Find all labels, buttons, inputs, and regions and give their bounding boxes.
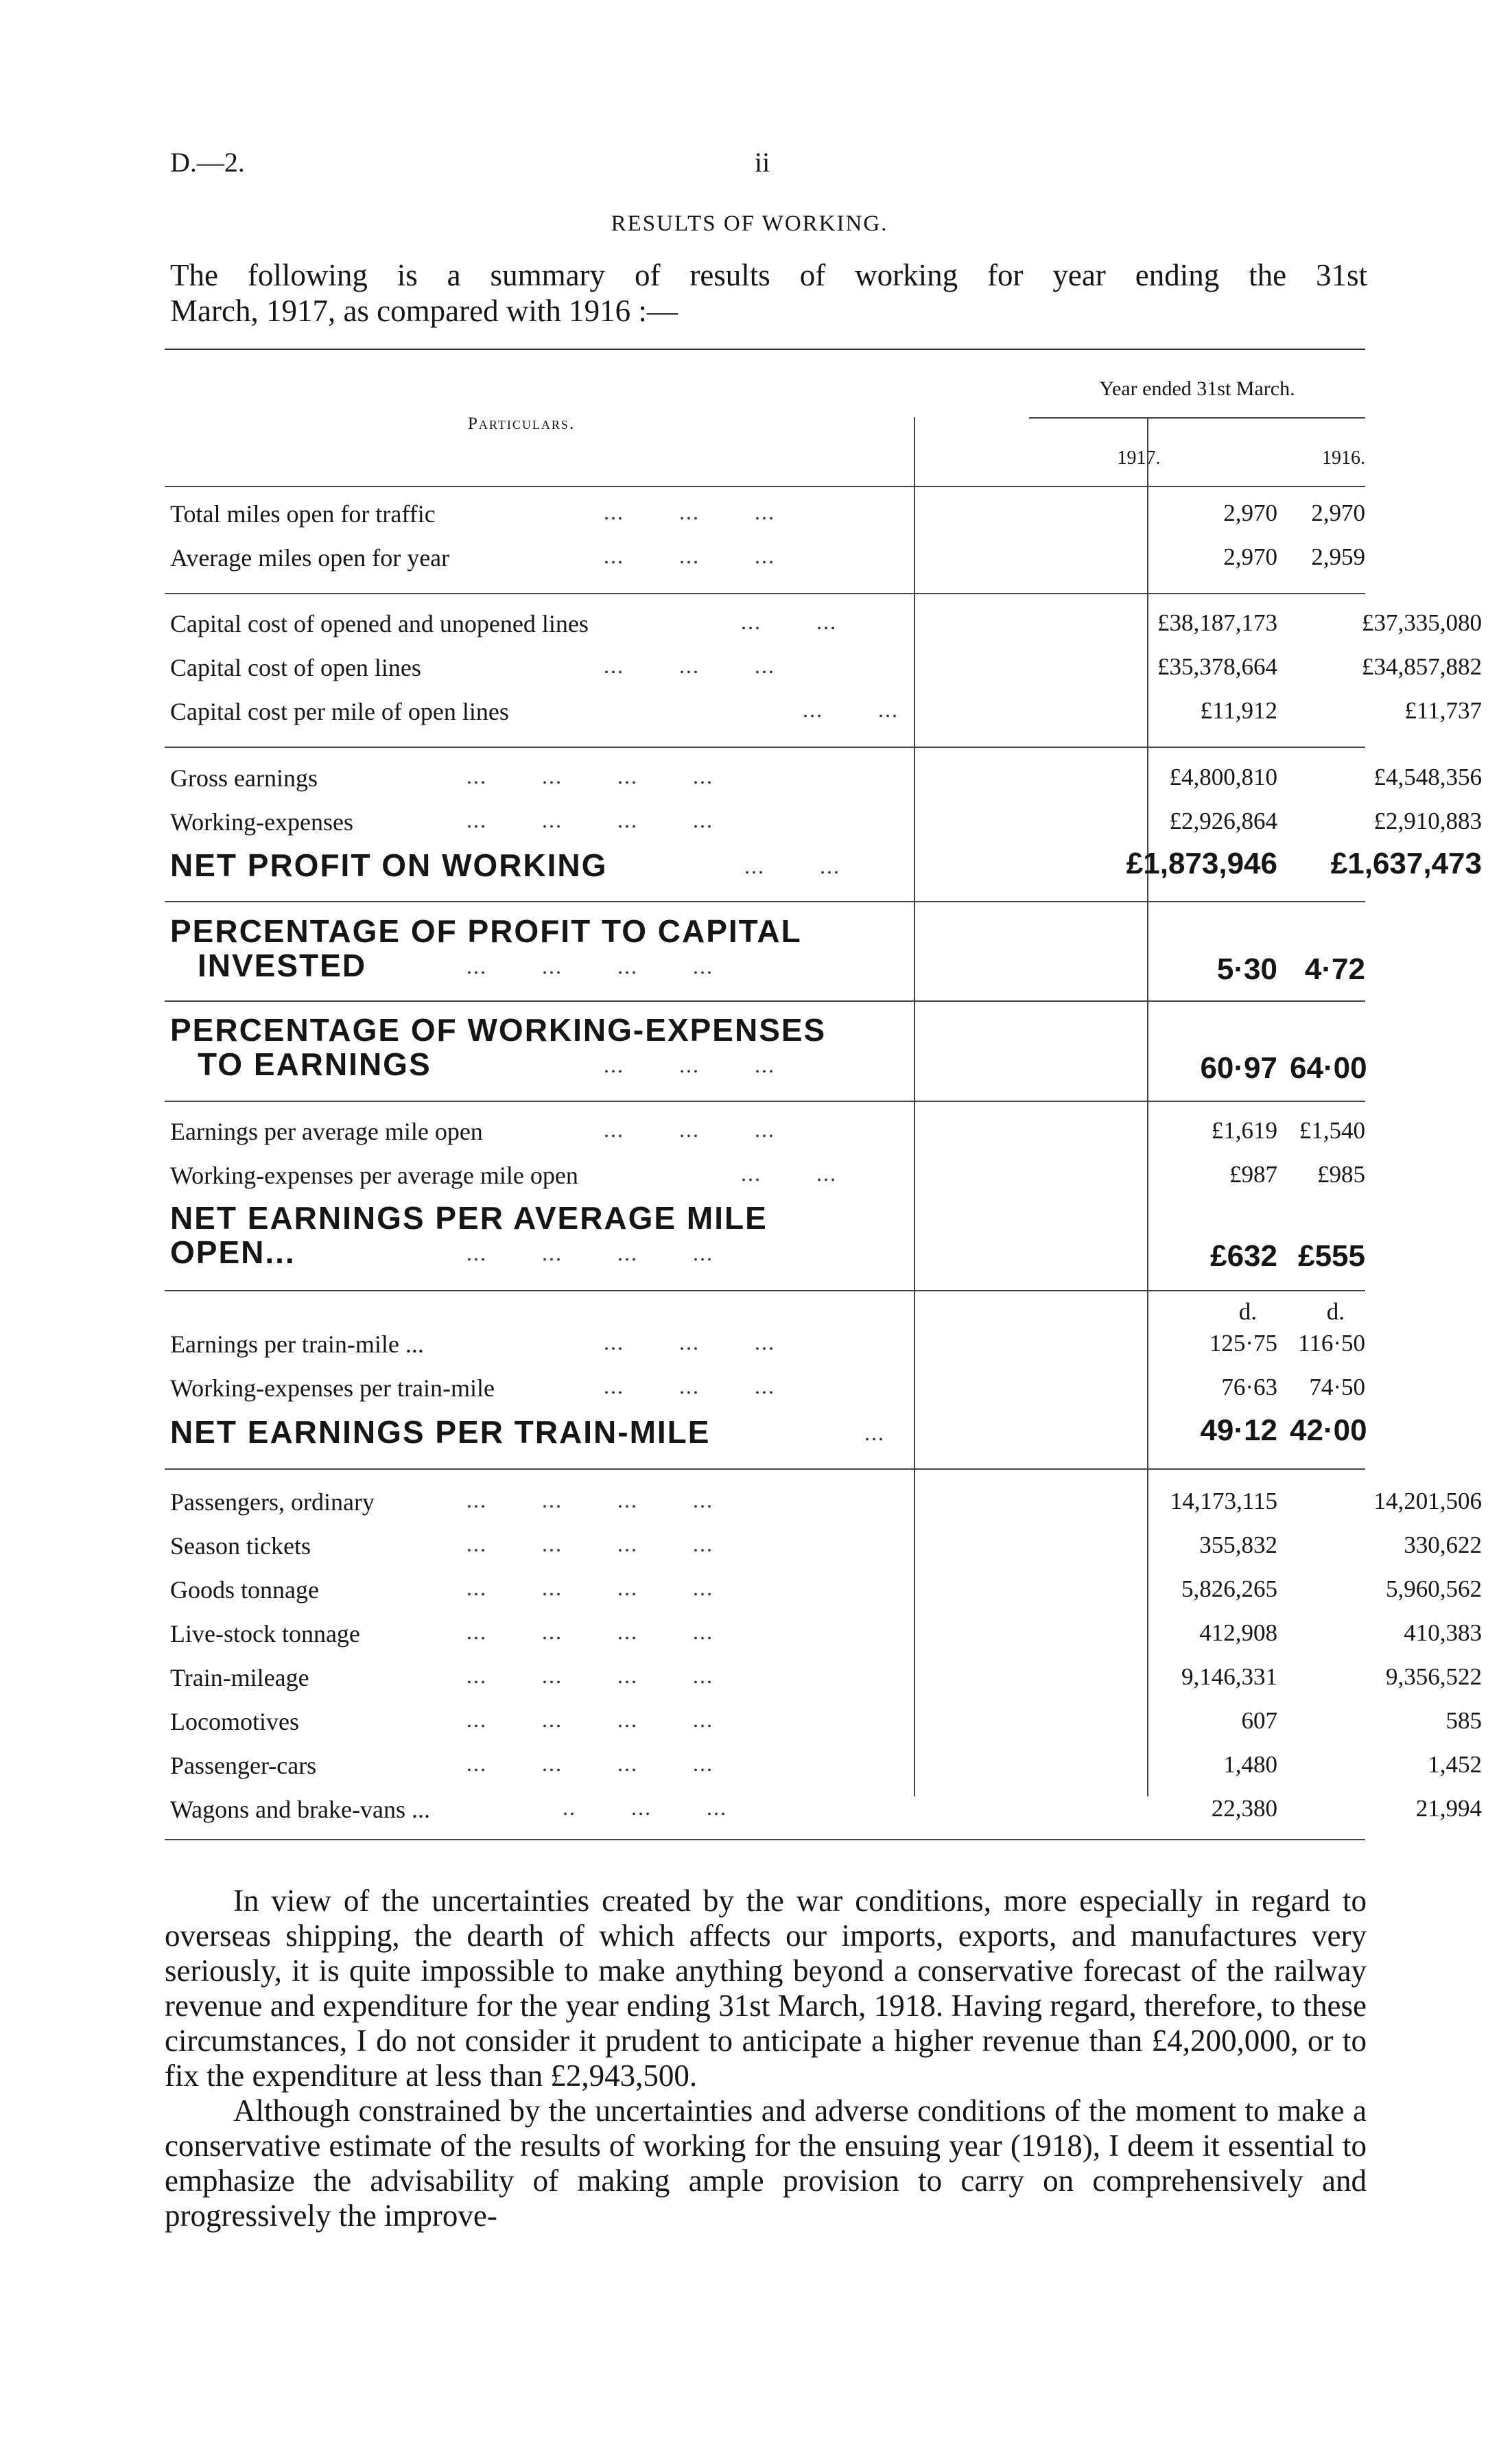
value-1917: 49·12: [1200, 1413, 1277, 1447]
row-label: Live-stock tonnage: [170, 1620, 360, 1647]
column-header-1917: 1917.: [1117, 447, 1161, 469]
section-rule: [165, 593, 1365, 594]
table-top-rule: [165, 349, 1365, 350]
leader-dots: ... ... ...: [604, 500, 775, 524]
row-label: Average miles open for year: [170, 544, 450, 572]
row-label: Gross earnings: [170, 764, 318, 792]
row-label: NET PROFIT ON WORKING: [170, 847, 608, 883]
section-rule: [165, 1290, 1365, 1291]
leader-dots: ... ... ... ...: [467, 1619, 713, 1644]
value-1916: 2,970: [1311, 500, 1365, 526]
page-number: ii: [755, 147, 770, 178]
value-1917: £2,926,864: [1169, 808, 1277, 834]
column-divider-label: [914, 417, 915, 1796]
leader-dots: ... ... ... ...: [467, 808, 713, 832]
row-label: Working-expenses per average mile open: [170, 1162, 578, 1189]
body-text: [165, 1884, 1367, 2233]
value-1916: £555: [1298, 1239, 1365, 1273]
value-1916: 9,356,522: [1386, 1663, 1482, 1690]
value-1916: £37,335,080: [1362, 609, 1482, 636]
value-1916: £4,548,356: [1373, 764, 1482, 790]
value-1917: 607: [1241, 1707, 1277, 1734]
table-bottom-rule: [165, 1839, 1365, 1840]
value-1916: 585: [1445, 1707, 1482, 1734]
value-1916: £11,737: [1404, 697, 1482, 724]
value-1917: 22,380: [1211, 1795, 1277, 1822]
unit-1916: d.: [1326, 1298, 1345, 1325]
paragraph: Although constrained by the uncertainties and adverse conditions of the moment to make a conservative estimate of the results of working for the ensuing year (1918), I deem it essential to emphasize the advisability of making ample provision to carry on comprehensively and progressively the improve-: [165, 2093, 1367, 2233]
paragraph: In view of the uncertainties created by the war conditions, more especially in regard to overseas shipping, the dearth of which affects our imports, exports, and manufactures very seriously, it is quite impossible to make anything beyond a conservative forecast of the railway revenue and expenditure for the year ending 31st March, 1918. Having regard, therefore, to these circumstances, I do not consider it prudent to anticipate a higher revenue than £4,200,000, or to fix the expenditure at less than £2,943,500.: [165, 1884, 1367, 2093]
leader-dots: ... ... ...: [604, 1330, 775, 1354]
row-label: Passenger-cars: [170, 1752, 317, 1779]
row-label-line-1: PERCENTAGE OF WORKING-EXPENSES: [170, 1012, 827, 1048]
value-1916: 410,383: [1404, 1619, 1482, 1646]
intro-line-1: The following is a summary of results of working for year ending the 31st: [170, 258, 1367, 292]
column-header-year: Year ended 31st March.: [1099, 377, 1295, 400]
value-1917: £35,378,664: [1157, 653, 1277, 680]
value-1917: 76·63: [1221, 1374, 1277, 1400]
value-1916: 2,959: [1311, 543, 1365, 570]
leader-dots: ... ... ...: [604, 543, 775, 568]
value-1917: £38,187,173: [1157, 609, 1277, 636]
leader-dots: ... ... ... ...: [467, 1663, 713, 1688]
value-1917: 2,970: [1223, 500, 1277, 526]
row-label-line-2: TO EARNINGS: [198, 1046, 432, 1082]
section-rule: [165, 1468, 1365, 1470]
row-label: NET EARNINGS PER TRAIN-MILE: [170, 1414, 711, 1450]
leader-dots: ... ...: [741, 609, 837, 634]
section-title: RESULTS OF WORKING.: [611, 211, 888, 236]
row-label: Wagons and brake-vans ...: [170, 1796, 430, 1823]
row-label: Goods tonnage: [170, 1576, 319, 1604]
row-label-line-2: INVESTED: [198, 948, 367, 983]
header-divider: [1029, 417, 1365, 419]
value-1917: 412,908: [1199, 1619, 1277, 1646]
value-1916: 5,960,562: [1386, 1575, 1482, 1602]
value-1916: 1,452: [1428, 1751, 1482, 1778]
value-1917: 5,826,265: [1181, 1575, 1277, 1602]
leader-dots: ... ... ... ...: [467, 954, 713, 978]
row-label: Earnings per train-mile ...: [170, 1330, 424, 1358]
value-1916: 116·50: [1298, 1330, 1365, 1357]
row-label-line-1: NET EARNINGS PER AVERAGE MILE: [170, 1200, 768, 1236]
leader-dots: ... ... ... ...: [467, 1241, 713, 1265]
value-1916: £1,637,473: [1330, 847, 1482, 880]
row-label: Season tickets: [170, 1532, 311, 1560]
leader-dots: ... ...: [741, 1161, 837, 1186]
row-label-line-1: PERCENTAGE OF PROFIT TO CAPITAL: [170, 913, 802, 949]
leader-dots: ... ...: [744, 854, 840, 878]
leader-dots: ... ... ... ...: [467, 1707, 713, 1732]
row-label: Capital cost of open lines: [170, 654, 421, 681]
value-1917: 1,480: [1223, 1751, 1277, 1778]
value-1917: 5·30: [1216, 952, 1277, 986]
value-1917: 9,146,331: [1181, 1663, 1277, 1690]
section-rule: [165, 901, 1365, 902]
column-header-particulars: Particulars.: [468, 414, 576, 433]
leader-dots: ... ... ...: [604, 653, 775, 678]
section-rule: [165, 1000, 1365, 1002]
leader-dots: .. ... ...: [563, 1795, 727, 1820]
value-1917: £11,912: [1200, 697, 1277, 724]
leader-dots: ... ... ...: [604, 1053, 775, 1077]
row-label: Working-expenses per train-mile: [170, 1374, 495, 1402]
intro-text: [170, 257, 1367, 329]
leader-dots: ... ... ...: [604, 1117, 775, 1142]
row-label: Train-mileage: [170, 1664, 309, 1691]
row-label-line-2: OPEN...: [170, 1234, 296, 1270]
value-1916: 74·50: [1309, 1374, 1365, 1400]
value-1916: 14,201,506: [1373, 1488, 1482, 1514]
section-rule: [165, 1101, 1365, 1102]
value-1917: 355,832: [1199, 1532, 1277, 1558]
value-1916: £985: [1317, 1161, 1365, 1188]
value-1916: 330,622: [1404, 1532, 1482, 1558]
value-1916: 4·72: [1304, 952, 1365, 986]
value-1917: £4,800,810: [1169, 764, 1277, 790]
document-reference: D.—2.: [170, 147, 245, 178]
column-header-1916: 1916.: [1322, 447, 1365, 469]
value-1916: £1,540: [1299, 1117, 1365, 1144]
intro-line-2: March, 1917, as compared with 1916 :—: [170, 294, 678, 328]
row-label: Capital cost per mile of open lines: [170, 698, 509, 725]
header-bottom-rule: [165, 486, 1365, 487]
leader-dots: ... ... ... ...: [467, 1488, 713, 1512]
row-label: Working-expenses: [170, 808, 354, 836]
row-label: Passengers, ordinary: [170, 1488, 375, 1516]
value-1917: 14,173,115: [1170, 1488, 1277, 1514]
value-1916: 21,994: [1415, 1795, 1482, 1822]
leader-dots: ...: [864, 1420, 885, 1445]
value-1917: 125·75: [1209, 1330, 1277, 1357]
section-rule: [165, 747, 1365, 748]
leader-dots: ... ... ... ...: [467, 1575, 713, 1600]
row-label: Locomotives: [170, 1708, 299, 1735]
leader-dots: ... ... ... ...: [467, 1532, 713, 1556]
value-1917: £632: [1210, 1239, 1277, 1273]
leader-dots: ... ...: [748, 697, 899, 722]
value-1917: 2,970: [1223, 543, 1277, 570]
leader-dots: ... ... ... ...: [467, 1751, 713, 1776]
value-1916: 64·00: [1290, 1051, 1367, 1085]
value-1917: £987: [1229, 1161, 1277, 1188]
value-1916: 42·00: [1290, 1413, 1367, 1447]
value-1917: £1,873,946: [1126, 847, 1277, 880]
row-label: Capital cost of opened and unopened lines: [170, 610, 589, 637]
unit-1917: d.: [1238, 1298, 1257, 1325]
value-1916: £2,910,883: [1373, 808, 1482, 834]
value-1916: £34,857,882: [1362, 653, 1482, 680]
row-label: Earnings per average mile open: [170, 1118, 483, 1145]
value-1917: 60·97: [1200, 1051, 1277, 1085]
row-label: Total miles open for traffic: [170, 500, 436, 528]
value-1917: £1,619: [1211, 1117, 1277, 1144]
leader-dots: ... ... ... ...: [467, 764, 713, 788]
leader-dots: ... ... ...: [604, 1374, 775, 1398]
